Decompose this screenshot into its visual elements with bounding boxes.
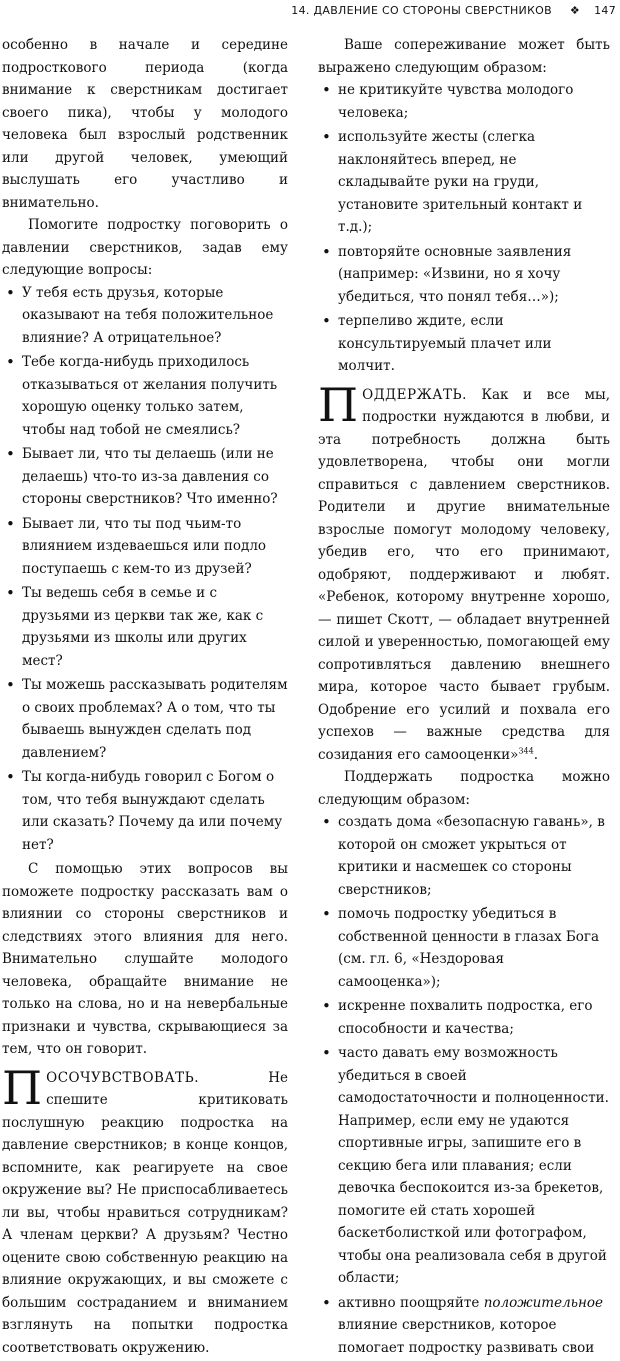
list-item: • У тебя есть друзья, которые оказывают на тебя положительное влияние? А отрицательное?	[2, 282, 288, 350]
list-item: • помочь подростку убедиться в собственной ценности в глазах Бога (см. гл. 6, «Нездоровая самооценка»);	[318, 903, 610, 993]
paragraph: С помощью этих вопросов вы поможете подростку рассказать вам о влиянии со стороны сверстников и следствиях этого влияния для него. Внимательно слушайте молодого человека, обращайте внимание не только на слова, но и на невербальные признаки и чувства, скрывающиеся за тем, что он говорит.	[2, 861, 288, 1057]
paragraph: особенно в начале и середине подросткового периода (когда внимание к сверстникам достигает своего пика), чтобы у молодого человека был взрослый родственник или другой человек, умеющий выслушать его участливо и внимательно.	[2, 37, 288, 211]
list-item: • используйте жесты (слегка наклоняйтесь вперед, не складывайте руки на груди, установите зрительный контакт и т.д.);	[318, 126, 610, 239]
ornament-icon: ❖	[569, 4, 580, 17]
section-text: Как и все мы, подростки нуждаются в любви, и эта потребность должна быть удовлетворена, чтобы они могли справиться с давлением сверстников. Родители и другие внимательные взрослые помогут молодому человеку, убедив его, что его принимают, одобряют, поддерживают и любят. «Ребенок, которому внутренне хорошо, — пишет Скотт, — обладает внутренней силой и уверенностью, помогающей ему сопротивляться давлению внешнего мира, которое часто бывает грубым. Одобрение его усилий и похвала его успехов — важные средства для созидания его самооценки»	[318, 386, 610, 763]
list-item: • Ты ведешь себя в семье и с друзьями из церкви так же, как с друзьями из школы или других мест?	[2, 582, 288, 672]
list-item: • часто давать ему возможность убедиться в своей самодостаточности и полноценности. Например, если ему не удаются спортивные игры, запишите его в секцию бега или плавания; если девочка беспокоится из-за брекетов, помогите ей стать хорошей баскетболисткой или фотографом, чтобы она реализовала себя в другой области;	[318, 1042, 610, 1290]
chapter-title: 14. ДАВЛЕНИЕ СО СТОРОНЫ СВЕРСТНИКОВ	[291, 4, 552, 17]
footnote-ref: 344	[518, 746, 534, 755]
questions-list	[2, 282, 288, 857]
right-column	[318, 34, 610, 1361]
support-section	[318, 377, 610, 767]
list-item: • Ты можешь рассказывать родителям о своих проблемах? А о том, что ты бываешь вынужден сделать под давлением?	[2, 674, 288, 764]
list-item: • Ты когда-нибудь говорил с Богом о том, что тебя вынуждают сделать или сказать? Почему да или почему нет?	[2, 766, 288, 856]
section-text: Не спешите критиковать послушную реакцию подростка на давление сверстников; в конце концов, вспомните, как реагируете на свое окружение вы? Не приспосабливаетесь ли вы, чтобы нравиться сотрудникам? А членам церкви? А друзьям? Честно оцените свою собственную реакцию на влияние окружающих, и вы сможете с большим состраданием и вниманием взглянуть на попытки подростка соответствовать окружению.	[2, 1069, 288, 1356]
section-heading: ОДДЕРЖАТЬ.	[362, 386, 467, 403]
drop-cap: П	[318, 377, 359, 432]
item-text: активно поощряйте	[338, 1294, 484, 1311]
list-item	[318, 1292, 610, 1360]
list-item: • Тебе когда-нибудь приходилось отказываться от желания получить хорошую оценку только затем, чтобы над тобой не смеялись?	[2, 351, 288, 441]
paragraph: Ваше сопереживание может быть выражено следующим образом:	[318, 37, 610, 76]
section-text-end: .	[533, 746, 539, 763]
item-emphasis: положительное	[483, 1294, 604, 1311]
list-item: • Бывает ли, что ты под чьим-то влиянием издеваешься или подло поступаешь с кем-то из друзей?	[2, 513, 288, 581]
item-text: влияние сверстников, которое помогает подростку развивать свои	[338, 1317, 595, 1356]
list-item: • повторяйте основные заявления (например: «Извини, но я хочу убедиться, что понял тебя…»);	[318, 241, 610, 309]
list-item: • Бывает ли, что ты делаешь (или не делаешь) что-то из-за давления со стороны сверстников? Что именно?	[2, 443, 288, 511]
sympathize-section	[2, 1060, 288, 1360]
page-number: 147	[594, 4, 616, 17]
support-list	[318, 811, 610, 1359]
running-header	[0, 4, 620, 26]
list-item: • не критикуйте чувства молодого человека;	[318, 79, 610, 124]
list-item: • искренне похвалить подростка, его способности и качества;	[318, 995, 610, 1040]
left-column	[2, 34, 288, 1359]
paragraph: Помогите подростку поговорить о давлении сверстников, задав ему следующие вопросы:	[2, 217, 288, 278]
section-heading: ОСОЧУВСТВОВАТЬ.	[46, 1069, 200, 1086]
drop-cap: П	[2, 1060, 43, 1115]
paragraph: Поддержать подростка можно следующим образом:	[318, 769, 610, 808]
list-item: • терпеливо ждите, если консультируемый плачет или молчит.	[318, 310, 610, 378]
empathy-list	[318, 79, 610, 378]
list-item: • создать дома «безопасную гавань», в которой он сможет укрыться от критики и насмешек со стороны сверстников;	[318, 811, 610, 901]
